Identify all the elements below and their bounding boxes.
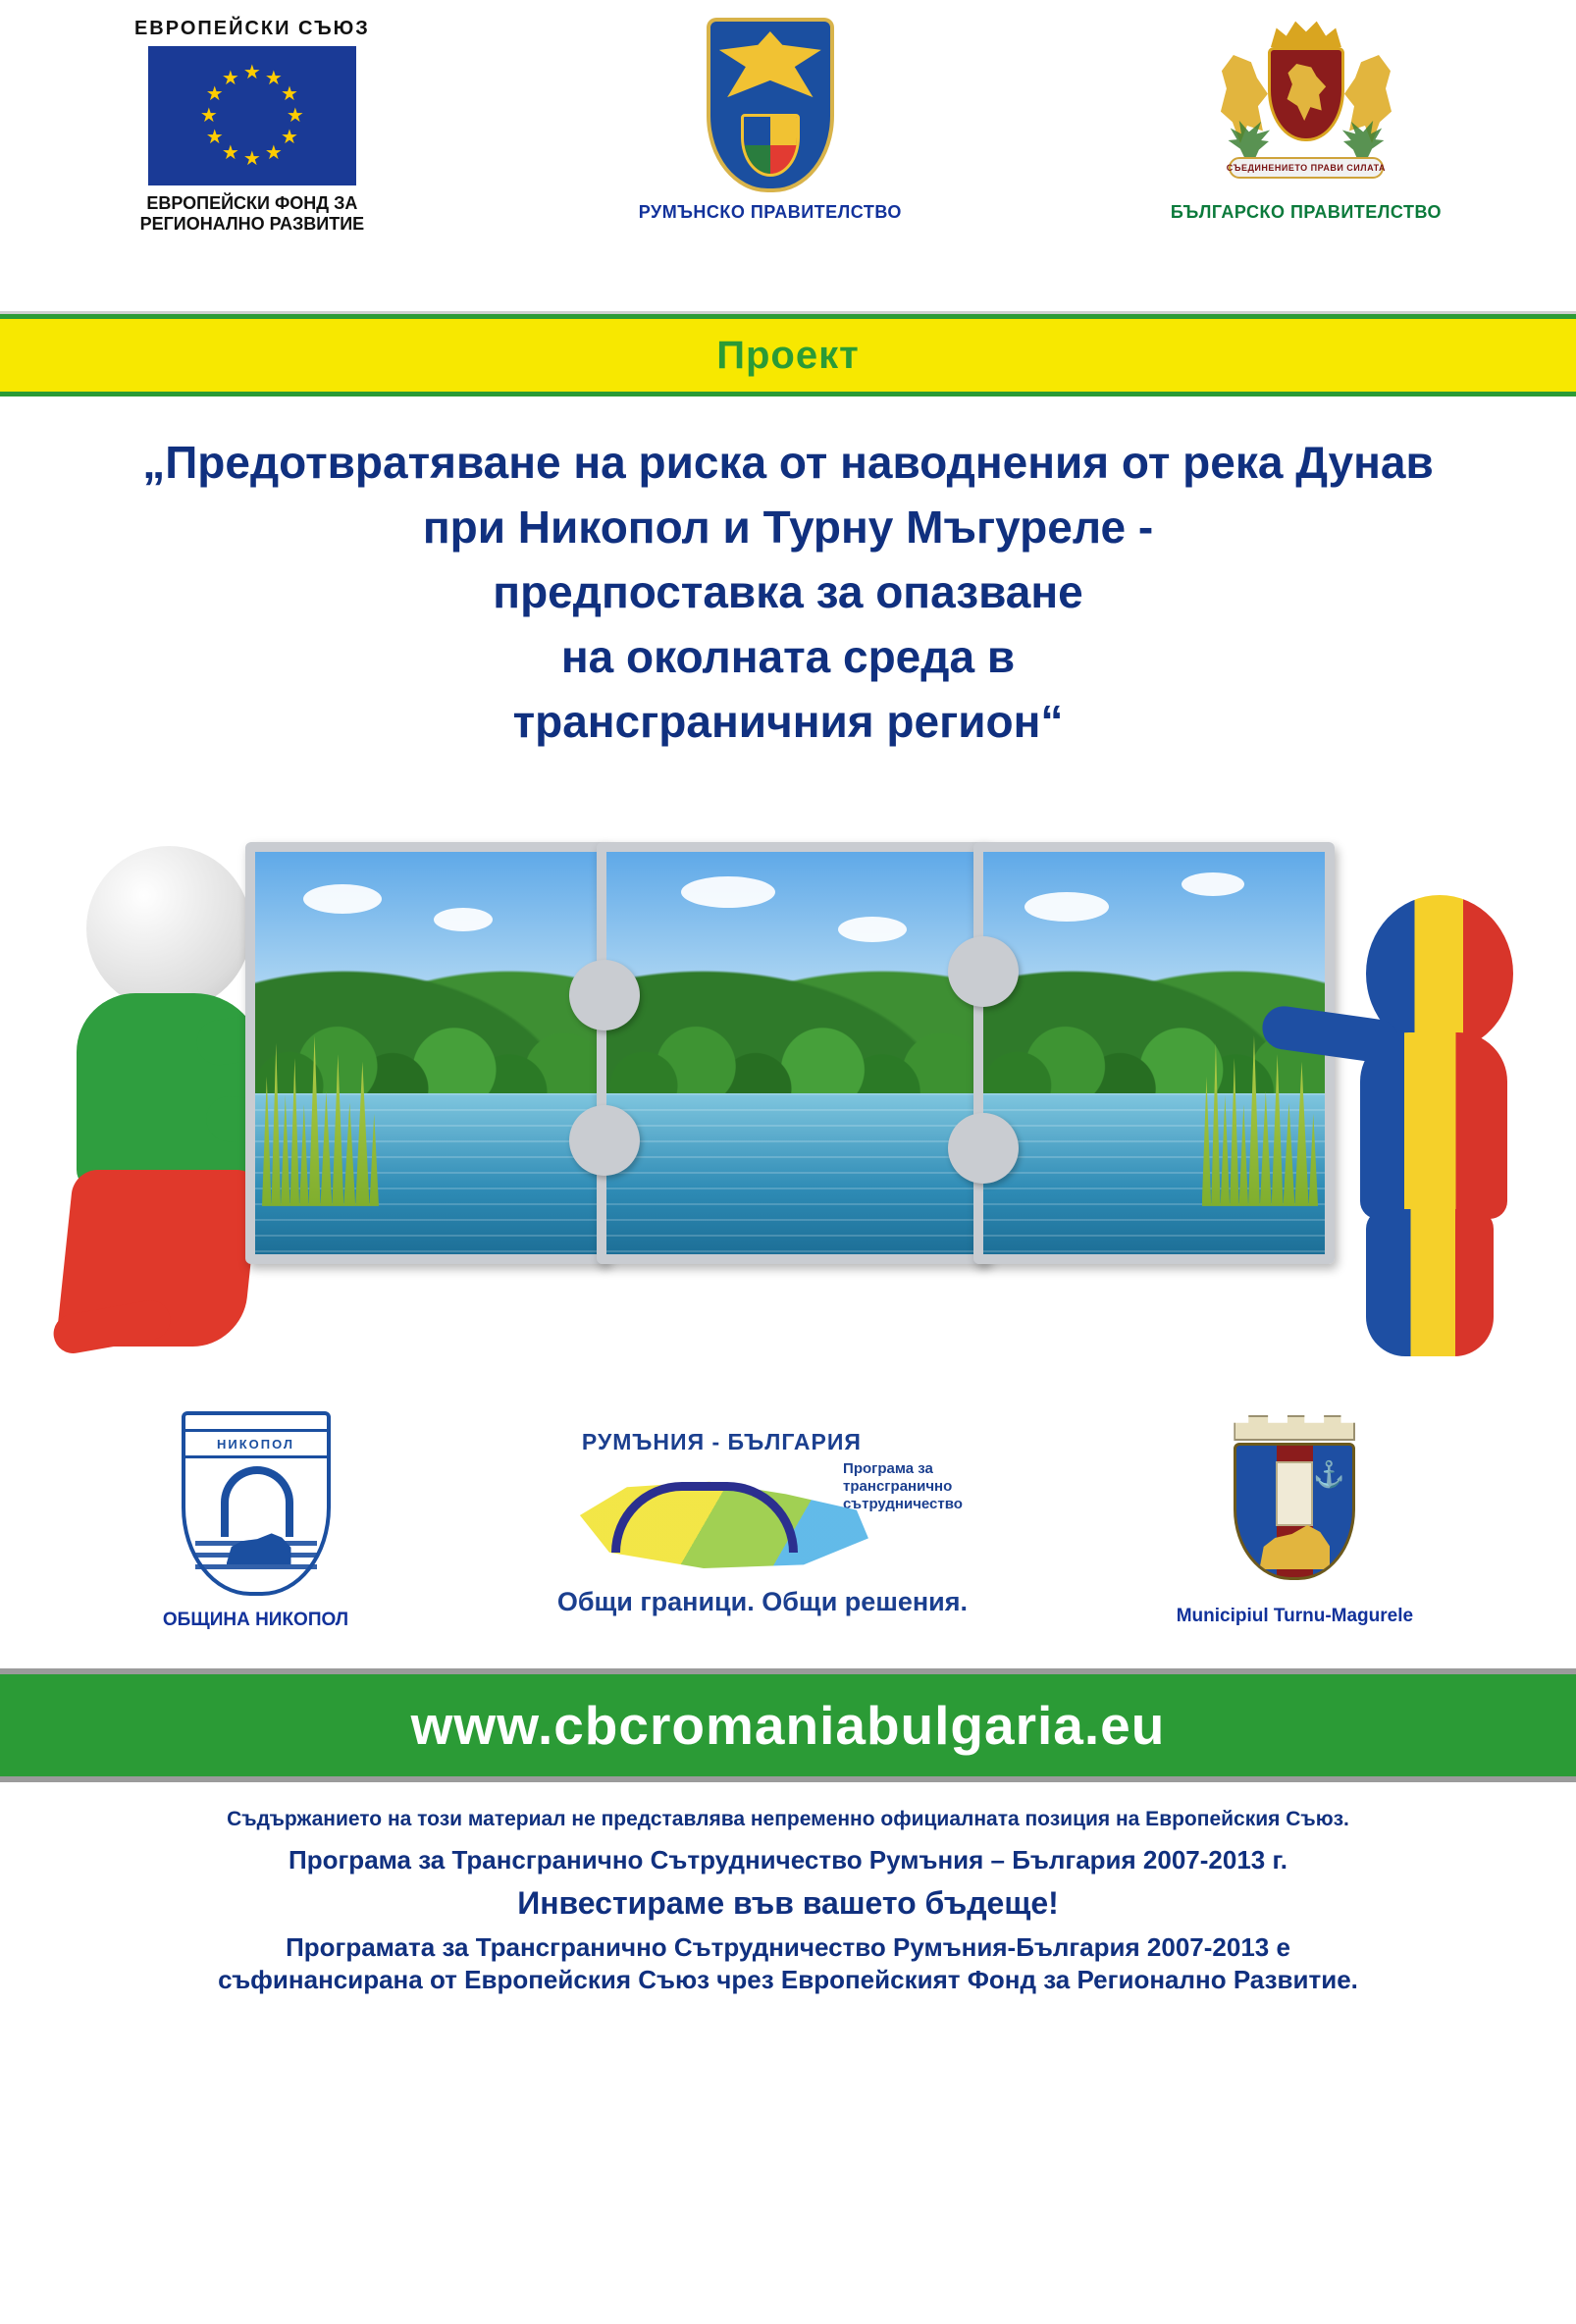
- cbc-subtitle-line3: сътрудничество: [843, 1496, 963, 1512]
- turnu-magurele-coat-of-arms-icon: [1221, 1415, 1368, 1592]
- romania-coat-of-arms-icon: [707, 18, 834, 192]
- eu-fund-line1: ЕВРОПЕЙСКИ ФОНД ЗА: [146, 193, 358, 213]
- romanian-flag-figure-illustration: [1262, 895, 1517, 1356]
- bulgaria-coat-of-arms-icon: [1217, 18, 1395, 192]
- cbc-subtitle-line2: трансгранично: [843, 1478, 953, 1495]
- puzzle-piece-middle: [597, 842, 989, 1264]
- bulgaria-government-caption: БЪЛГАРСКО ПРАВИТЕЛСТВО: [1170, 202, 1443, 222]
- website-bar[interactable]: [0, 1668, 1576, 1782]
- eu-star-icon: ★: [199, 105, 218, 127]
- eu-title: ЕВРОПЕЙСКИ СЪЮЗ: [133, 18, 370, 39]
- eu-star-icon: ★: [264, 142, 283, 165]
- cbc-subtitle: [843, 1460, 963, 1513]
- romania-government-block: [639, 18, 902, 223]
- puzzle-knob: [569, 960, 640, 1030]
- eu-star-icon: ★: [281, 127, 298, 148]
- eu-star-icon: ★: [221, 142, 239, 165]
- eu-fund-subtitle: [140, 193, 365, 235]
- disclaimer: [0, 1782, 1576, 2006]
- nikopol-emblem-text: НИКОПОЛ: [185, 1429, 327, 1458]
- partner-logos: [0, 1374, 1576, 1668]
- title-line-2: при Никопол и Турну Мъгуреле -: [422, 502, 1154, 553]
- header-logos: [0, 0, 1576, 314]
- eu-fund-line2: РЕГИОНАЛНО РАЗВИТИЕ: [139, 214, 365, 234]
- puzzle-knob: [569, 1105, 640, 1176]
- eu-star-icon: ★: [205, 83, 224, 105]
- cbc-subtitle-line1: Програма за: [843, 1460, 933, 1477]
- title-line-3: предпоставка за опазване: [493, 566, 1083, 617]
- eu-star-icon: ★: [286, 105, 304, 127]
- disclaimer-slogan: Инвестираме във вашето бъдеще!: [517, 1885, 1059, 1921]
- project-bar: [0, 314, 1576, 396]
- title-line-4: на околната среда в: [560, 631, 1016, 682]
- cbc-countries-label: РУМЪНИЯ - БЪЛГАРИЯ: [581, 1429, 862, 1454]
- title-line-1: „Предотвратяване на риска от наводнения от река Дунав: [142, 437, 1434, 488]
- puzzle-knob: [948, 1113, 1019, 1184]
- title-line-5: трансграничния регион“: [512, 696, 1064, 747]
- cbc-programme-logo-icon: [556, 1423, 969, 1619]
- romania-government-caption: РУМЪНСКО ПРАВИТЕЛСТВО: [638, 202, 902, 222]
- nikopol-logo-block: [163, 1411, 348, 1631]
- page-title: [0, 396, 1576, 758]
- nikopol-emblem-icon: [182, 1411, 331, 1596]
- disclaimer-line-2: Програма за Трансгранично Сътрудничество Румъния – България 2007-2013 г.: [289, 1845, 1287, 1875]
- eu-star-icon: ★: [242, 148, 261, 170]
- puzzle-knob: [948, 936, 1019, 1007]
- turnu-magurele-logo-block: [1177, 1415, 1413, 1627]
- puzzle-pieces: [245, 842, 1335, 1264]
- project-bar-label: Проект: [716, 333, 860, 377]
- bulgaria-motto-ribbon: СЪЕДИНЕНИЕТО ПРАВИ СИЛАТА: [1229, 157, 1384, 179]
- disclaimer-line-4: Програмата за Трансгранично Сътрудничество Румъния-България 2007-2013 е: [286, 1932, 1290, 1962]
- cbc-programme-logo-block: [556, 1423, 969, 1619]
- cbc-slogan: Общи граници. Общи решения.: [556, 1587, 968, 1616]
- anchor-icon: ⚓: [1313, 1459, 1345, 1489]
- nikopol-caption: ОБЩИНА НИКОПОЛ: [162, 1610, 349, 1630]
- eu-star-icon: ★: [281, 83, 298, 105]
- disclaimer-line-5: съфинансирана от Европейския Съюз чрез Европейският Фонд за Регионално Развитие.: [218, 1965, 1358, 1994]
- eu-star-icon: ★: [205, 127, 224, 148]
- puzzle-illustration: [0, 766, 1576, 1374]
- eu-star-icon: ★: [221, 67, 239, 89]
- website-url[interactable]: www.cbcromaniabulgaria.eu: [410, 1695, 1166, 1756]
- eu-logo-block: [134, 18, 370, 235]
- bulgaria-government-block: [1171, 18, 1442, 223]
- puzzle-piece-left: [245, 842, 608, 1264]
- turnu-magurele-caption: Municipiul Turnu-Magurele: [1176, 1606, 1414, 1626]
- eu-flag-icon: [148, 46, 356, 185]
- eu-star-icon: ★: [242, 62, 261, 83]
- disclaimer-line-1: Съдържанието на този материал не представлява непременно официалната позиция на Европейския Съюз.: [227, 1808, 1349, 1830]
- eu-star-icon: ★: [264, 67, 283, 89]
